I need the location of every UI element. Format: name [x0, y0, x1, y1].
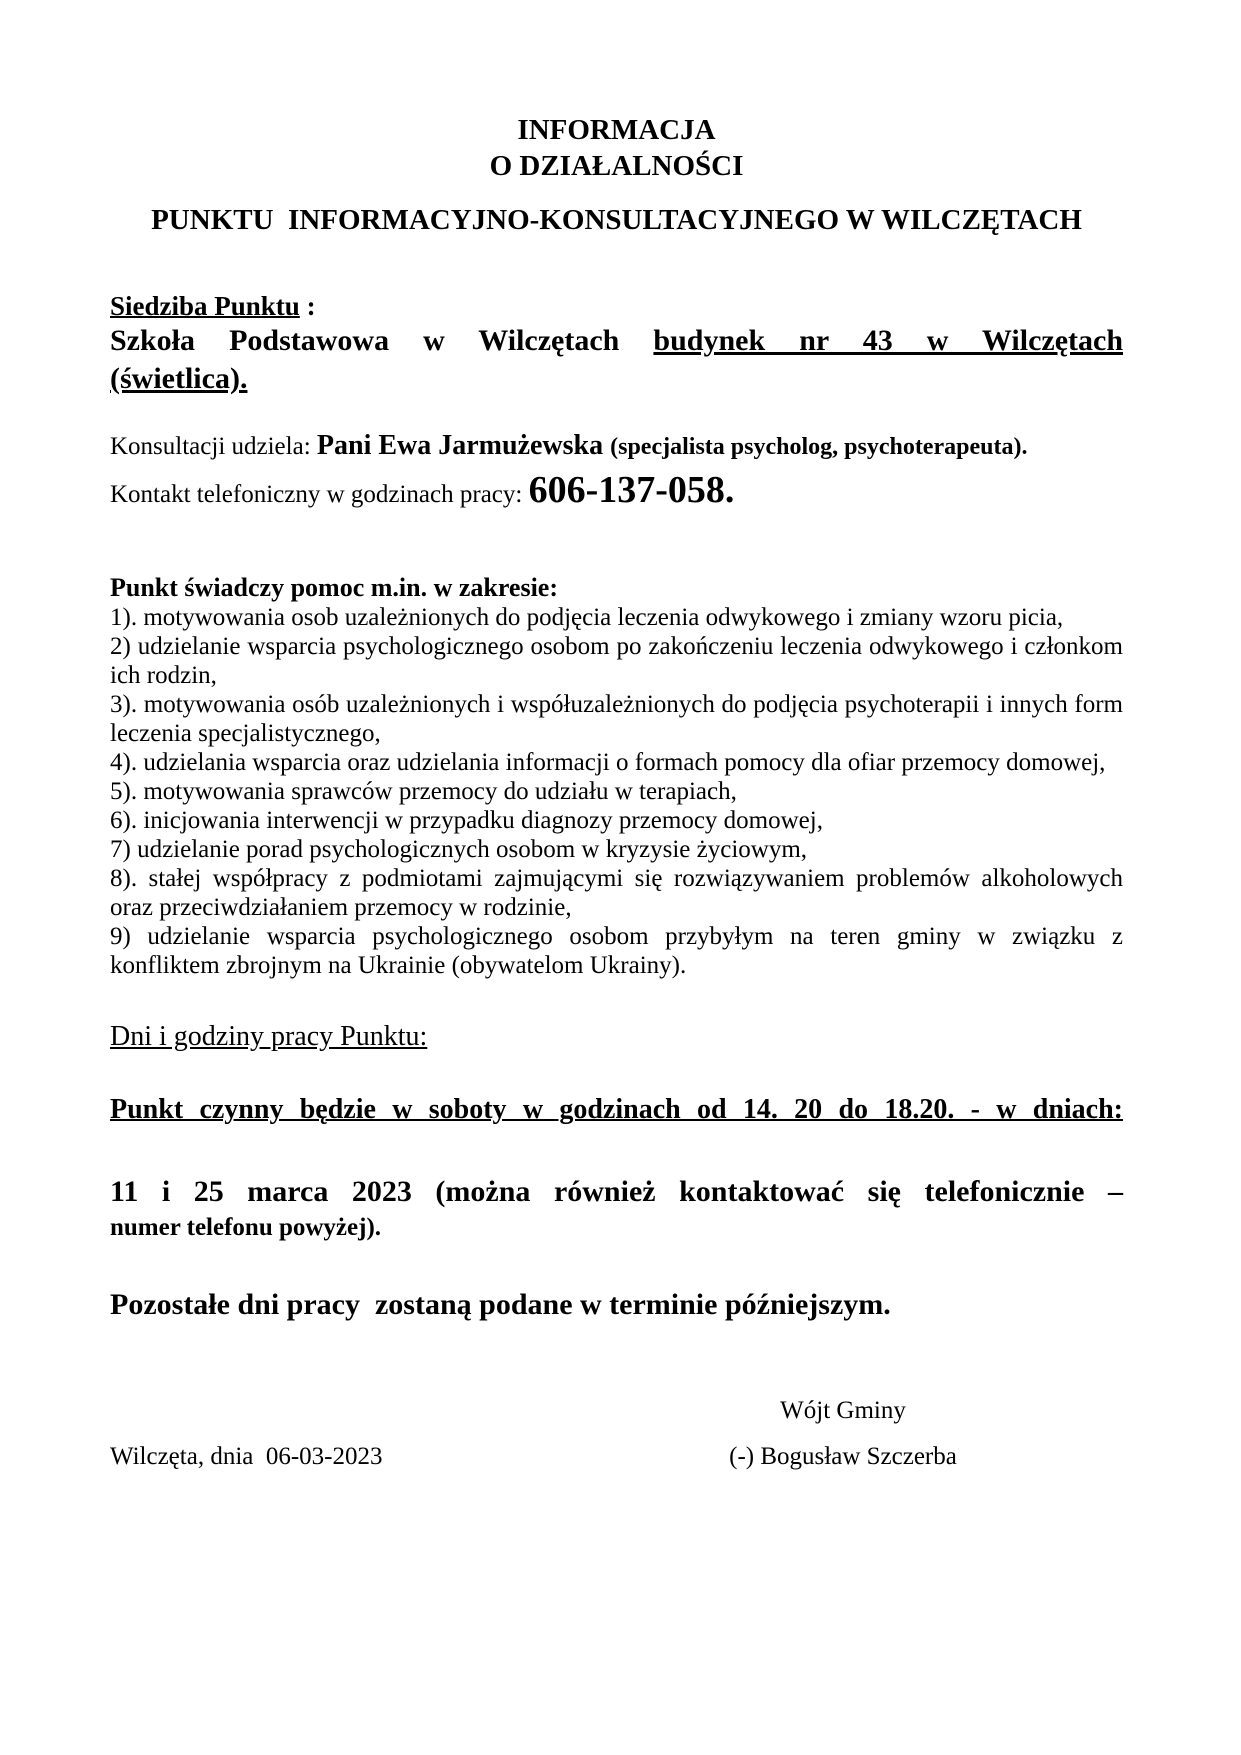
service-item-1: 1). motywowania osob uzależnionych do podjęcia leczenia odwykowego i zmiany wzoru picia, [110, 604, 1064, 631]
schedule-open-line [110, 1092, 1123, 1128]
document-subtitle: PUNKTU INFORMACYJNO-KONSULTACYJNEGO W WILCZĘTACH [151, 204, 1082, 236]
service-item-6: 6). inicjowania interwencji w przypadku diagnozy przemocy domowej, [110, 807, 823, 834]
contact-prefix: Kontakt telefoniczny w godzinach pracy: [110, 481, 529, 508]
consultant-name: Pani Ewa Jarmużewska [316, 430, 611, 461]
consultant-line [110, 426, 1123, 467]
premises-address-line-1 [110, 322, 1123, 360]
premises-heading-text: Siedziba Punktu [110, 291, 300, 321]
service-item-3: 3). motywowania osób uzależnionych i współuzależnionych do podjęcia psychoterapii i innych form leczenia specjalistycznego, [110, 691, 1130, 747]
signature-officer-title: Wójt Gminy [780, 1397, 906, 1424]
consultant-specialty: (specjalista psycholog, psychoterapeuta). [610, 434, 1028, 460]
premises-address-plain: Szkoła Podstawowa w Wilczętach [110, 324, 654, 357]
premises-heading [110, 290, 1123, 322]
services-heading: Punkt świadczy pomoc m.in. w zakresie: [110, 573, 559, 602]
title-line-2: O DZIAŁALNOŚCI [489, 150, 744, 182]
signature-place-date: Wilczęta, dnia 06-03-2023 [110, 1443, 383, 1470]
schedule-open-text: Punkt czynny będzie w soboty w godzinach od 14. 20 do 18.20. - w dniach: [110, 1094, 1123, 1125]
schedule-dates-line-1: 11 i 25 marca 2023 (można również kontaktować się telefonicznie – [110, 1175, 1123, 1208]
schedule-dates-line-2: numer telefonu powyżej). [110, 1214, 382, 1241]
premises-address-line-2-text: (świetlica). [110, 362, 248, 395]
premises-address-underlined: budynek nr 43 w Wilczętach [653, 324, 1124, 357]
title-line-1: INFORMACJA [517, 114, 716, 146]
service-item-7: 7) udzielanie porad psychologicznych osobom w kryzysie życiowym, [110, 836, 808, 863]
contact-phone-number: 606-137-058. [528, 469, 735, 511]
service-item-2: 2) udzielanie wsparcia psychologicznego osobom po zakończeniu leczenia odwykowego i członkom ich rodzin, [110, 633, 1130, 689]
service-item-5: 5). motywowania sprawców przemocy do udziału w terapiach, [110, 778, 737, 805]
schedule-heading [110, 1020, 1123, 1054]
document-title [110, 112, 1123, 184]
service-item-8: 8). stałej współpracy z podmiotami zajmującymi się rozwiązywaniem problemów alkoholowych oraz przeciwdziałaniem przemocy w rodzinie, [110, 865, 1130, 921]
service-item-4: 4). udzielania wsparcia oraz udzielania informacji o formach pomocy dla ofiar przemocy domowej, [110, 749, 1106, 776]
service-item-9: 9) udzielanie wsparcia psychologicznego osobom przybyłym na teren gminy w związku z konfliktem zbrojnym na Ukrainie (obywatelom Ukrainy). [110, 923, 1130, 979]
schedule-other-days: Pozostałe dni pracy zostaną podane w terminie późniejszym. [110, 1288, 891, 1321]
premises-heading-colon: : [299, 291, 316, 321]
contact-line [110, 467, 1123, 518]
schedule-heading-text: Dni i godziny pracy Punktu: [110, 1021, 428, 1052]
premises-address-line-2 [110, 360, 1123, 398]
consultant-prefix: Konsultacji udziela: [110, 433, 317, 460]
services-section [110, 572, 1130, 980]
signature-row [110, 1442, 1123, 1472]
signature-officer-name: (-) Bogusław Szczerba [729, 1443, 957, 1470]
